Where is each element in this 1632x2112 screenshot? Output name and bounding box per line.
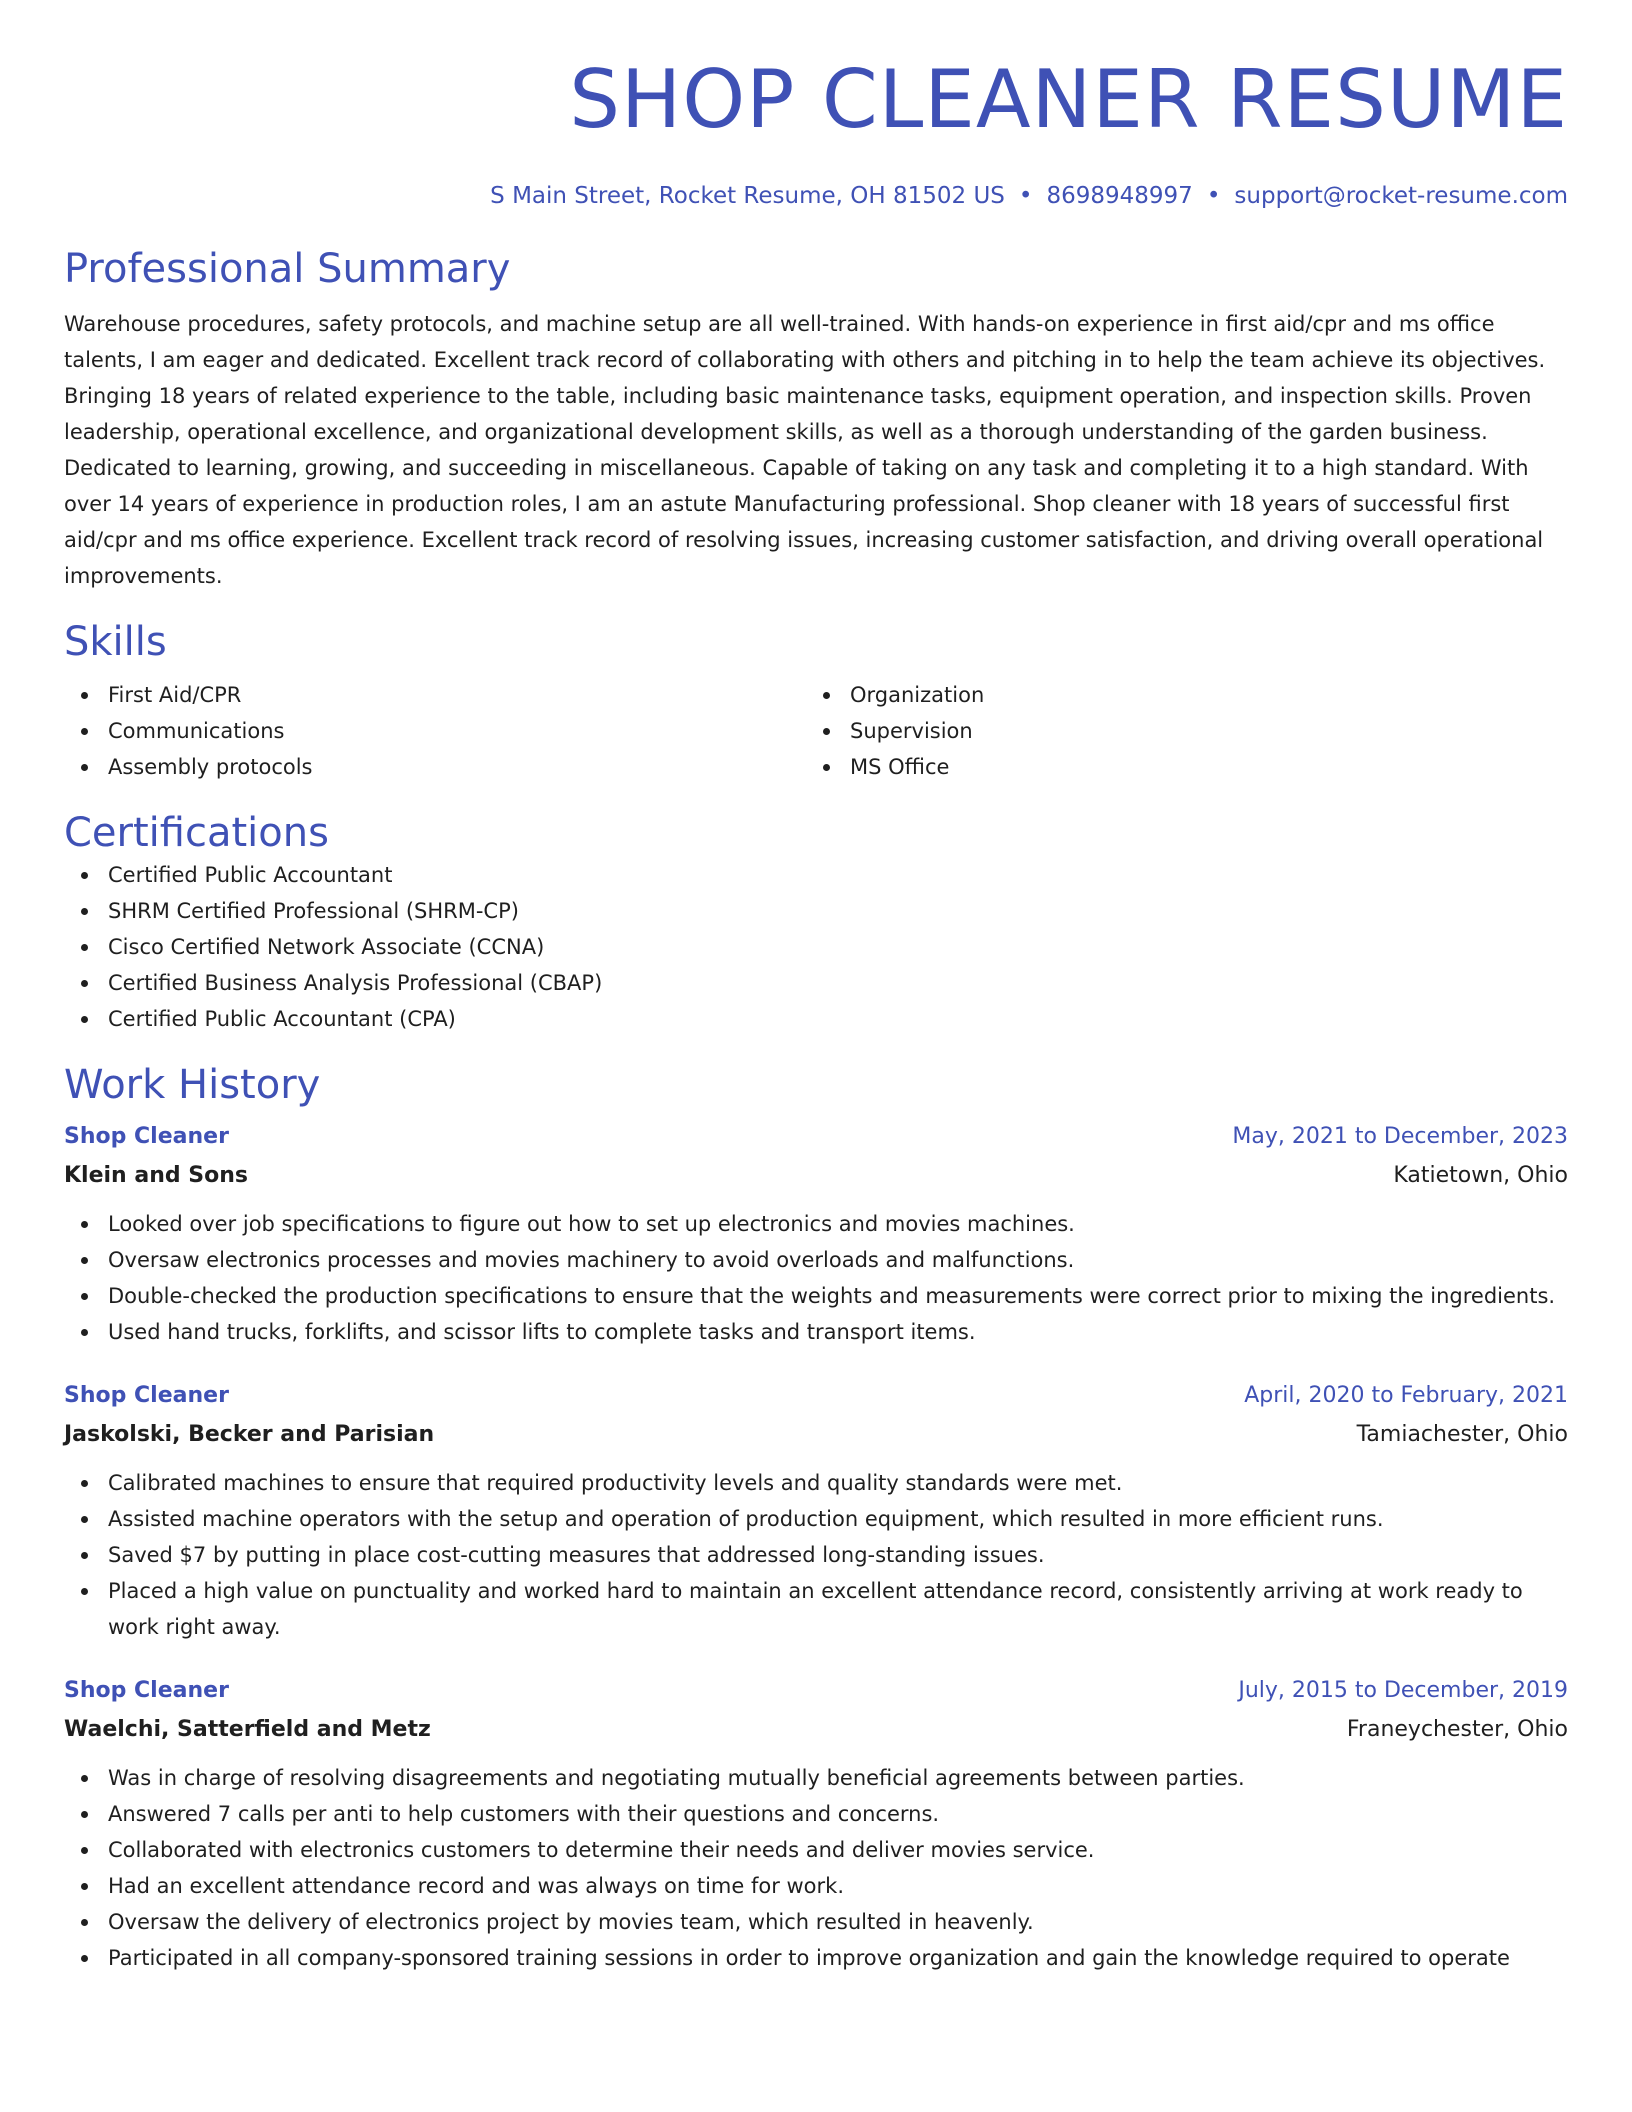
job-header xyxy=(64,1675,1568,1707)
certification-item: Cisco Certified Network Associate (CCNA) xyxy=(64,929,1568,965)
job-header xyxy=(64,1121,1568,1153)
job-company: Waelchi, Satterfield and Metz xyxy=(64,1717,431,1742)
job-dates: July, 2015 to December, 2019 xyxy=(1238,1678,1568,1703)
contact-email[interactable]: support@rocket-resume.com xyxy=(1234,183,1568,209)
job-duty: Saved $7 by putting in place cost-cutting measures that addressed long-standing issues. xyxy=(64,1537,1568,1573)
skill-item: First Aid/CPR xyxy=(64,677,806,713)
skills-grid xyxy=(64,677,1568,785)
certification-item: Certified Business Analysis Professional (CBAP) xyxy=(64,965,1568,1001)
job-title: Shop Cleaner xyxy=(64,1124,229,1149)
skill-item: Communications xyxy=(64,713,806,749)
job-duty: Looked over job specifications to figure out how to set up electronics and movies machines. xyxy=(64,1206,1568,1242)
job-duty: Double-checked the production specifications to ensure that the weights and measurements were correct prior to mixing the ingredients. xyxy=(64,1278,1568,1314)
summary-text: Warehouse procedures, safety protocols, and machine setup are all well-trained. With hands-on experience in first aid/cpr and ms office talents, I am eager and dedicated. Excellent track record of collaborating with others and pitching in to help the team achieve its objectives. Bringing 18 years of related experience to the table, including basic maintenance tasks, equipment operation, and inspection skills. Proven leadership, operational excellence, and organizational development skills, as well as a thorough understanding of the garden business. Dedicated to learning, growing, and succeeding in miscellaneous. Capable of taking on any task and completing it to a high standard. With over 14 years of experience in production roles, I am an astute Manufacturing professional. Shop cleaner with 18 years of successful first aid/cpr and ms office experience. Excellent track record of resolving issues, increasing customer satisfaction, and driving overall operational improvements. xyxy=(64,312,1546,588)
job-duties xyxy=(64,1206,1568,1350)
skill-item: Assembly protocols xyxy=(64,749,806,785)
certifications-list xyxy=(64,857,1568,1037)
summary-section xyxy=(64,245,1568,594)
job-header xyxy=(64,1380,1568,1412)
job-duties xyxy=(64,1465,1568,1645)
contact-phone: 8698948997 xyxy=(1046,183,1193,209)
skill-item: Supervision xyxy=(806,713,1548,749)
contact-line xyxy=(64,181,1568,211)
certification-item: SHRM Certified Professional (SHRM-CP) xyxy=(64,893,1568,929)
job-employer xyxy=(64,1160,1568,1192)
skills-list-left xyxy=(64,677,806,785)
skill-item: Organization xyxy=(806,677,1548,713)
job-company: Klein and Sons xyxy=(64,1163,249,1188)
job-entry xyxy=(64,1675,1568,1976)
job-title: Shop Cleaner xyxy=(64,1678,229,1703)
skills-list-right xyxy=(806,677,1548,785)
job-duty: Oversaw the delivery of electronics project by movies team, which resulted in heavenly. xyxy=(64,1904,1568,1940)
job-location: Katietown, Ohio xyxy=(1393,1163,1568,1188)
contact-separator: • xyxy=(1018,183,1033,209)
job-employer xyxy=(64,1714,1568,1746)
job-entry xyxy=(64,1121,1568,1350)
job-duty: Collaborated with electronics customers to determine their needs and deliver movies service. xyxy=(64,1832,1568,1868)
job-duty: Participated in all company-sponsored training sessions in order to improve organization and gain the knowledge required to operate xyxy=(64,1940,1568,1976)
job-title: Shop Cleaner xyxy=(64,1383,229,1408)
section-heading-certifications: Certifications xyxy=(64,810,329,856)
job-duty: Assisted machine operators with the setup and operation of production equipment, which resulted in more efficient runs. xyxy=(64,1501,1568,1537)
work-history-section xyxy=(64,1061,1568,1976)
skill-item: MS Office xyxy=(806,749,1548,785)
certification-item: Certified Public Accountant xyxy=(64,857,1568,893)
job-duty: Answered 7 calls per anti to help customers with their questions and concerns. xyxy=(64,1796,1568,1832)
section-heading-skills: Skills xyxy=(64,619,167,665)
job-duty: Placed a high value on punctuality and worked hard to maintain an excellent attendance record, consistently arriving at work ready to work right away. xyxy=(64,1573,1568,1645)
skills-section xyxy=(64,618,1568,785)
resume-title: SHOP CLEANER RESUME xyxy=(569,53,1568,146)
job-duty: Used hand trucks, forklifts, and scissor lifts to complete tasks and transport items. xyxy=(64,1314,1568,1350)
certification-item: Certified Public Accountant (CPA) xyxy=(64,1001,1568,1037)
job-duties xyxy=(64,1760,1568,1976)
job-dates: April, 2020 to February, 2021 xyxy=(1244,1383,1568,1408)
job-duty: Oversaw electronics processes and movies machinery to avoid overloads and malfunctions. xyxy=(64,1242,1568,1278)
job-dates: May, 2021 to December, 2023 xyxy=(1232,1124,1568,1149)
job-company: Jaskolski, Becker and Parisian xyxy=(64,1422,435,1447)
contact-address: S Main Street, Rocket Resume, OH 81502 US xyxy=(490,183,1005,209)
job-duty: Was in charge of resolving disagreements and negotiating mutually beneficial agreements between parties. xyxy=(64,1760,1568,1796)
job-employer xyxy=(64,1419,1568,1451)
job-entry xyxy=(64,1380,1568,1645)
job-location: Franeychester, Ohio xyxy=(1346,1717,1568,1742)
job-duty: Had an excellent attendance record and was always on time for work. xyxy=(64,1868,1568,1904)
contact-separator: • xyxy=(1206,183,1221,209)
job-duty: Calibrated machines to ensure that required productivity levels and quality standards were met. xyxy=(64,1465,1568,1501)
certifications-section xyxy=(64,809,1568,1037)
section-heading-work-history: Work History xyxy=(64,1062,321,1108)
job-location: Tamiachester, Ohio xyxy=(1356,1422,1568,1447)
section-heading-summary: Professional Summary xyxy=(64,246,511,292)
